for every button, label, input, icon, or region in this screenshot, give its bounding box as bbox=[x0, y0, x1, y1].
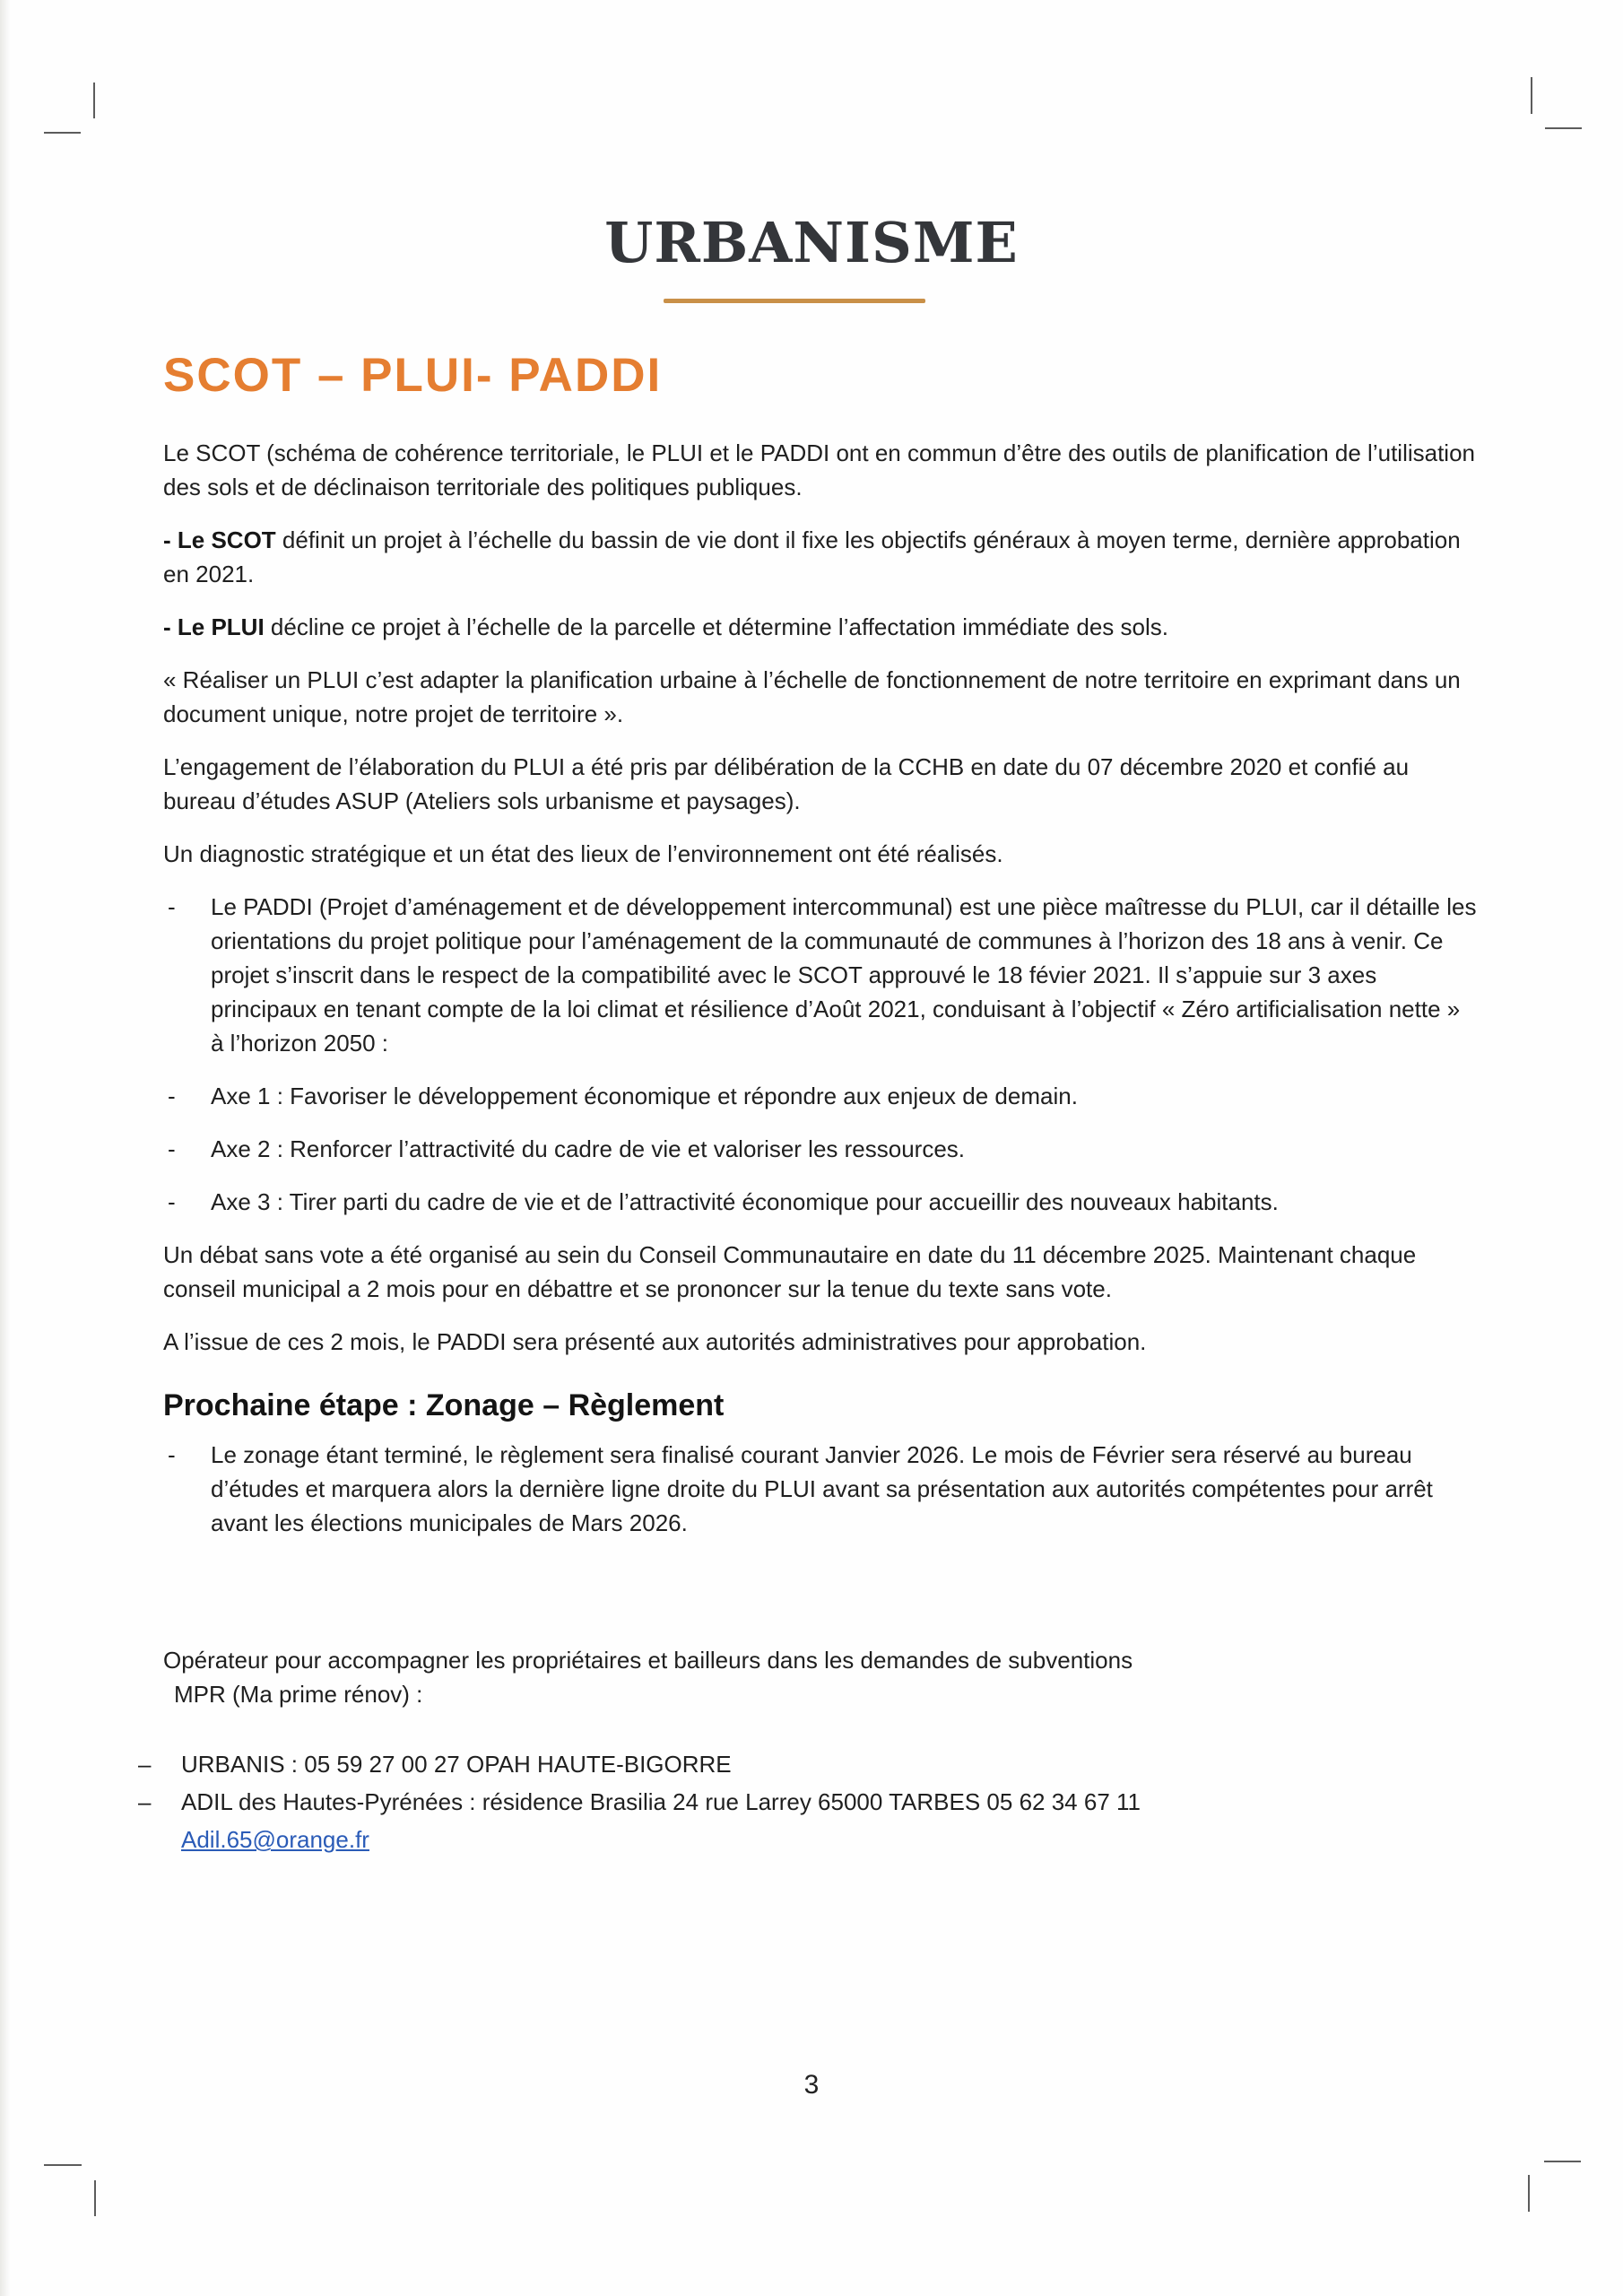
crop-mark-bottom-left-horizontal bbox=[44, 2164, 82, 2166]
crop-mark-bottom-right-horizontal bbox=[1544, 2161, 1581, 2162]
paragraph-plui bbox=[163, 610, 1478, 644]
crop-mark-top-left-horizontal bbox=[44, 132, 81, 134]
list-item-text: Axe 1 : Favoriser le développement économique et répondre aux enjeux de demain. bbox=[211, 1083, 1078, 1109]
crop-mark-top-right-vertical bbox=[1531, 77, 1532, 114]
paragraph-issue: A l’issue de ces 2 mois, le PADDI sera présenté aux autorités administratives pour approbation. bbox=[163, 1328, 1147, 1355]
paragraph-intro: Le SCOT (schéma de cohérence territoriale, le PLUI et le PADDI ont en commun d’être des outils de planification de l’utilisation des sols et de déclinaison territoriale des politiques publiques. bbox=[163, 439, 1475, 500]
list-item-text: Le PADDI (Projet d’aménagement et de développement intercommunal) est une pièce maîtresse du PLUI, car il détaille les orientations du projet politique pour l’aménagement de la communauté de communes à l’horizon des 18 ans à venir. Ce projet s’inscrit dans le respect de la compatibilité avec le SCOT approuvé le 18 févier 2021. Il s’appuie sur 3 axes principaux en tenant compte de la loi climat et résilience d’Août 2021, conduisant à l’objectif « Zéro artificialisation nette » à l’horizon 2050 : bbox=[211, 893, 1477, 1057]
paragraph-quote: « Réaliser un PLUI c’est adapter la planification urbaine à l’échelle de fonctionnement de notre territoire en exprimant dans un document unique, notre projet de territoire ». bbox=[163, 666, 1461, 727]
bullet-dash: - bbox=[168, 1135, 176, 1162]
paragraph-engagement: L’engagement de l’élaboration du PLUI a été pris par délibération de la CCHB en date du 07 décembre 2020 et confié au bureau d’études ASUP (Ateliers sols urbanisme et paysages). bbox=[163, 753, 1410, 814]
operator-line-1: Opérateur pour accompagner les propriétaires et bailleurs dans les demandes de subventions bbox=[163, 1647, 1133, 1674]
plui-bold-lead: - Le PLUI bbox=[163, 613, 265, 640]
list-item-axe-1 bbox=[163, 1079, 1478, 1113]
list-item-text: Le zonage étant terminé, le règlement sera finalisé courant Janvier 2026. Le mois de Février sera réservé au bureau d’études et marquera alors la dernière ligne droite du PLUI avant sa présentation aux autorités compétentes pour arrêt avant les élections municipales de Mars 2026. bbox=[211, 1441, 1433, 1536]
paragraph-scot bbox=[163, 523, 1478, 591]
operator-line-2: MPR (Ma prime rénov) : bbox=[174, 1681, 423, 1708]
contact-item-urbanis bbox=[138, 1745, 1478, 1783]
email-link[interactable]: Adil.65@orange.fr bbox=[181, 1826, 369, 1853]
crop-mark-top-left-vertical bbox=[93, 83, 95, 118]
scan-edge-shadow bbox=[0, 0, 11, 2296]
crop-mark-bottom-right-vertical bbox=[1528, 2175, 1530, 2212]
crop-mark-bottom-left-vertical bbox=[94, 2180, 96, 2216]
paragraph-diagnostic: Un diagnostic stratégique et un état des lieux de l’environnement ont été réalisés. bbox=[163, 840, 1003, 867]
paragraph-debat: Un débat sans vote a été organisé au sein du Conseil Communautaire en date du 11 décembre 2025. Maintenant chaque conseil municipal a 2 mois pour en débattre et se prononcer sur la tenue du texte sans vote. bbox=[163, 1241, 1417, 1302]
list-item-axe-3 bbox=[163, 1185, 1478, 1219]
bullet-dash: – bbox=[138, 1788, 152, 1815]
scot-bold-lead: - Le SCOT bbox=[163, 526, 276, 553]
contact-item-adil bbox=[138, 1783, 1478, 1858]
crop-mark-top-right-horizontal bbox=[1545, 127, 1582, 129]
section-heading-scot-plui-paddi: SCOT – PLUI- PADDI bbox=[163, 349, 663, 402]
title-divider-rule bbox=[664, 299, 925, 303]
list-item-axe-2 bbox=[163, 1132, 1478, 1166]
bullet-dash: – bbox=[138, 1751, 152, 1778]
list-item-zonage bbox=[163, 1438, 1478, 1540]
bullet-dash: - bbox=[168, 1083, 176, 1109]
page-number: 3 bbox=[803, 2070, 820, 2100]
list-item-text: Axe 3 : Tirer parti du cadre de vie et de l’attractivité économique pour accueillir des nouveaux habitants. bbox=[211, 1188, 1279, 1215]
bullet-dash: - bbox=[168, 1188, 176, 1215]
operator-block bbox=[163, 1643, 1478, 1711]
contact-text: URBANIS : 05 59 27 00 27 OPAH HAUTE-BIGORRE bbox=[181, 1751, 732, 1778]
plui-rest: décline ce projet à l’échelle de la parcelle et détermine l’affectation immédiate des sols. bbox=[264, 613, 1168, 640]
document-body bbox=[138, 436, 1478, 1858]
contacts-list bbox=[138, 1745, 1478, 1858]
bullet-dash: - bbox=[168, 1441, 176, 1468]
page-title: URBANISME bbox=[604, 210, 1019, 275]
list-item-text: Axe 2 : Renforcer l’attractivité du cadre de vie et valoriser les ressources. bbox=[211, 1135, 966, 1162]
list-item-paddi bbox=[163, 890, 1478, 1060]
scot-rest: définit un projet à l’échelle du bassin de vie dont il fixe les objectifs généraux à moyen terme, dernière approbation en 2021. bbox=[163, 526, 1461, 587]
subheading-prochaine-etape: Prochaine étape : Zonage – Règlement bbox=[163, 1388, 725, 1422]
bullet-dash: - bbox=[168, 893, 176, 920]
contact-text: ADIL des Hautes-Pyrénées : résidence Brasilia 24 rue Larrey 65000 TARBES 05 62 34 67 11 bbox=[181, 1788, 1141, 1815]
